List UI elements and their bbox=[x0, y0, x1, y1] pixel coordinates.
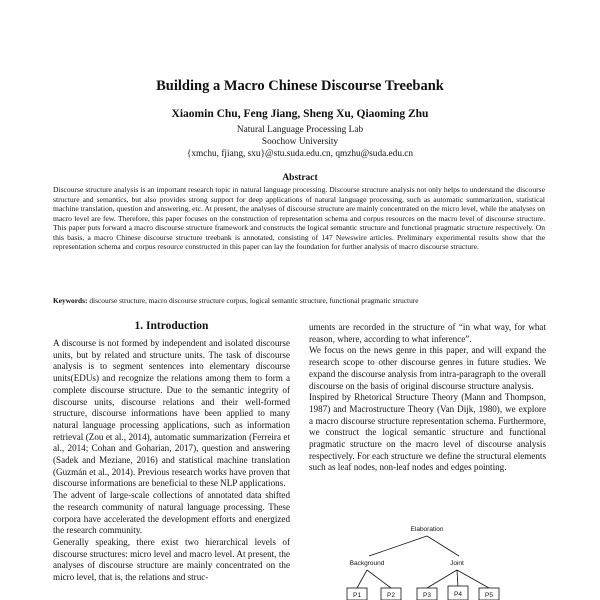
keywords-text: discourse structure, macro discourse structure corpus, logical semantic structure, functional pragmatic structure bbox=[89, 296, 419, 305]
tree-root-label: Elaboration bbox=[410, 526, 444, 533]
paragraph: Generally speaking, there exist two hierarchical levels of discourse structures: micro level and macro level. At present, the analyses of discourse structure are mainly concentrated on the micro level, that is, the relations and struc- bbox=[53, 536, 290, 583]
paragraph: We focus on the news genre in this paper, and will expand the research scope to other discourse genres in future studies. We expand the discourse analysis from intra-paragraph to the overall discourse on the basis of original discourse structure analysis. bbox=[309, 345, 546, 391]
tree-leaf bbox=[347, 588, 367, 600]
keywords-label: Keywords: bbox=[53, 296, 88, 305]
affiliation-university: Soochow University bbox=[261, 137, 339, 147]
tree-edge bbox=[457, 570, 489, 588]
paragraph: The advent of large-scale collections of annotated data shifted the research community of natural language processing. These corpora have accelerated the development efforts and energized the research community. bbox=[53, 490, 290, 536]
abstract-body: Discourse structure analysis is an important research topic in natural language processing. Discourse structure analysis not only helps to understand the discourse structure and semantics, but also provides strong support for deep applications of natural language processing, such as automatic summarization, statistical machine translation, question and answering, etc. At present, the analyses of discourse structure are mainly concentrated on the micro level, while the analyses on macro level are few. Therefore, this paper focuses on the construction of representation schema and corpus resources on the macro level of discourse structure. This paper puts forward a macro discourse structure framework and constructs the logical semantic structure and functional pragmatic structure respectively. On this basis, a macro Chinese discourse structure treebank is annotated, consisting of 147 Newswire articles. Preliminary experimental results show that the representation schema and corpus resource constructed in this paper can lay the foundation for further analysis of macro discourse structure. bbox=[53, 185, 545, 252]
tree-leaf bbox=[448, 586, 468, 600]
tree-edge bbox=[427, 570, 457, 588]
tree-edge bbox=[427, 536, 459, 556]
svg-text:P4: P4 bbox=[454, 591, 462, 598]
author-emails: {xmchu, fjiang, sxu}@stu.suda.edu.cn, qmzhu@suda.edu.cn bbox=[186, 149, 414, 159]
paper-title: Building a Macro Chinese Discourse Treebank bbox=[156, 78, 444, 94]
tree-leaf bbox=[417, 588, 437, 600]
tree-leaf bbox=[381, 588, 401, 600]
keywords bbox=[53, 296, 545, 305]
tree-edge bbox=[457, 570, 458, 588]
svg-text:P2: P2 bbox=[387, 592, 395, 599]
abstract-heading: Abstract bbox=[282, 173, 318, 183]
tree-edge bbox=[369, 536, 427, 556]
section-heading-introduction: 1. Introduction bbox=[134, 320, 209, 332]
paragraph: uments are recorded in the structure of “in what way, for what reason, where, according to what inference”. bbox=[309, 322, 546, 344]
paragraph: A discourse is not formed by independent and isolated discourse units, but by related and structure units. The task of discourse analysis is to segment sentences into elementary discourse units(EDUs) and recognize the relations among them to form a complete discourse structure. Due to the semantic integrity of discourse units, discourse relations and their well-formed structure, discourse informations have been applied to many natural language processing applications, such as information retrieval (Zou et al., 2014), automatic summarization (Ferreira et al., 2014; Cohan and Goharian, 2017), question and answering (Sadek and Meziane, 2016) and statistical machine translation (Guzmán et al., 2014). Previous research works have proven that discourse informations are beneficial to these NLP applications. bbox=[53, 338, 290, 489]
tree-node-joint: Joint bbox=[450, 560, 464, 567]
paragraph: Inspired by Rhetorical Structure Theory (Mann and Thompson, 1987) and Macrostructure Theory (Van Dijk, 1980), we explore a macro discourse structure representation schema. Furthermore, we construct the logical semantic structure and functional pragmatic structure on the macro level of discourse analysis respectively. For each structure we define the structural elements such as leaf nodes, non-leaf nodes and edges pointing. bbox=[309, 392, 546, 473]
discourse-tree-diagram bbox=[309, 520, 546, 600]
author-list: Xiaomin Chu, Feng Jiang, Sheng Xu, Qiaoming Zhu bbox=[171, 108, 429, 120]
affiliation-lab: Natural Language Processing Lab bbox=[236, 125, 364, 135]
svg-text:P3: P3 bbox=[423, 592, 431, 599]
svg-text:P1: P1 bbox=[353, 592, 361, 599]
svg-text:P5: P5 bbox=[485, 592, 493, 599]
tree-node-background: Background bbox=[349, 560, 385, 567]
tree-leaf bbox=[479, 588, 499, 600]
left-column bbox=[53, 338, 290, 584]
right-column bbox=[309, 322, 546, 474]
tree-edge bbox=[357, 570, 367, 588]
tree-edge bbox=[367, 570, 391, 588]
